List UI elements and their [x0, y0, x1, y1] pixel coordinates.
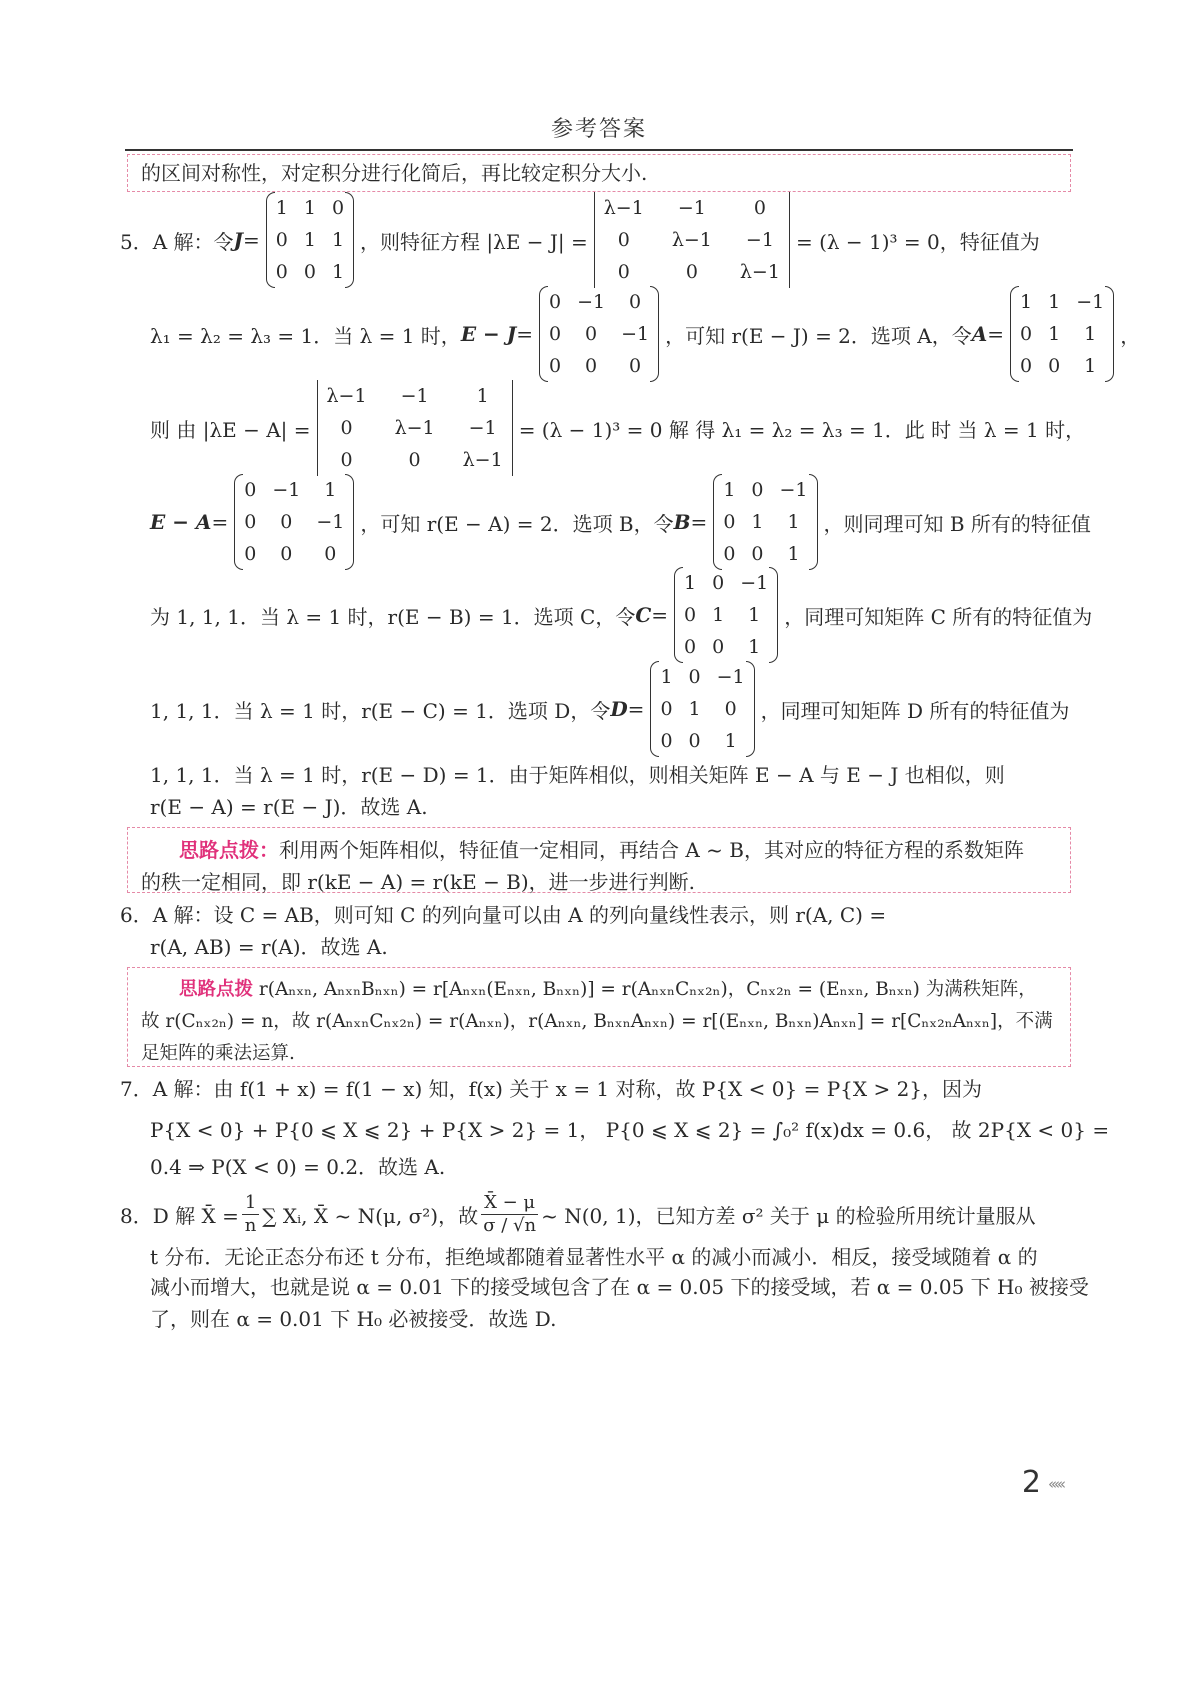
fraction-one-over-n	[242, 1192, 259, 1237]
matrix-entry: 1	[1048, 323, 1061, 345]
matrix-entry: 1	[331, 229, 345, 251]
fraction-numerator: X̄ − μ	[481, 1192, 538, 1215]
matrix-entry: 0	[585, 355, 598, 377]
matrix-entry: 0	[660, 730, 673, 752]
q8-line-2: t 分布．无论正态分布还 t 分布，拒绝域都随着显著性水平 α 的减小而减小．相反，接受域随着 α 的	[150, 1244, 1038, 1269]
matrix-e-minus-j	[539, 286, 659, 382]
tip-line-1: r(Aₙₓₙ, AₙₓₙBₙₓₙ) = r[Aₙₓₙ(Eₙₓₙ, Bₙₓₙ)] = r(AₙₓₙCₙₓ₂ₙ)，Cₙₓ₂ₙ = (Eₙₓₙ, Bₙₓₙ) 为满秩矩阵，	[253, 979, 1037, 1000]
tip-line-1: 利用两个矩阵相似，特征值一定相同，再结合 A ~ B，其对应的特征方程的系数矩阵	[279, 838, 1024, 862]
matrix-entry: 0	[280, 511, 293, 533]
matrix-entry: 0	[617, 229, 630, 251]
equals: =	[627, 697, 645, 721]
q5-option-d: 1, 1, 1．当 λ = 1 时，r(E − C) = 1．选项 D，令	[150, 698, 611, 723]
q6-line-1: 6．A 解：设 C = AB，则可知 C 的列向量可以由 A 的列向量线性表示，则 r(A, C) =	[120, 902, 887, 927]
matrix-entry: 0	[244, 543, 257, 565]
matrix-entry: 0	[660, 698, 673, 720]
matrix-entry: 1	[684, 572, 697, 594]
equals: =	[211, 510, 229, 534]
fraction-denominator: σ / √n	[483, 1214, 537, 1236]
q5-option-c: 为 1, 1, 1．当 λ = 1 时，r(E − B) = 1．选项 C，令	[150, 604, 636, 629]
matrix-entry: 0	[331, 197, 345, 219]
matrix-entry: λ−1	[603, 197, 644, 219]
matrix-entry: 0	[324, 543, 337, 565]
matrix-entry: 0	[751, 543, 764, 565]
matrix-entry: 1	[724, 730, 737, 752]
matrix-entry: 0	[1020, 355, 1033, 377]
matrix-entry: 1	[660, 666, 673, 688]
q5-line-8: r(E − A) = r(E − J)．故选 A.	[150, 794, 428, 819]
matrix-entry: λ−1	[394, 417, 435, 439]
matrix-entry: 1	[1084, 323, 1097, 345]
tip-line-3: 足矩阵的乘法运算.	[141, 1043, 295, 1064]
matrix-entry: λ−1	[671, 229, 712, 251]
matrix-entry: 1	[476, 385, 489, 407]
matrix-entry: 1	[1020, 291, 1033, 313]
matrix-entry: 0	[408, 449, 421, 471]
matrix-symbol-e-minus-j: E − J	[460, 322, 517, 346]
matrix-entry: 1	[275, 197, 288, 219]
chevrons-left-icon: ‹‹‹‹‹	[1048, 1475, 1063, 1493]
q7-line-2: P{X < 0} + P{0 ⩽ X ⩽ 2} + P{X > 2} = 1， P{0 ⩽ X ⩽ 2} = ∫₀² f(x)dx = 0.6， 故 2P{X < 0} =	[150, 1117, 1110, 1142]
q5-det-a-intro: 则 由 |λE − A| =	[150, 417, 311, 442]
matrix-entry: 1	[723, 479, 736, 501]
matrix-entry: −1	[621, 323, 650, 345]
q5-intro: 5．A 解：令	[120, 229, 234, 254]
matrix-entry: −1	[740, 572, 769, 594]
equals: =	[243, 228, 260, 252]
header-divider	[125, 149, 1073, 151]
q8-line-3: 减小而增大，也就是说 α = 0.01 下的接受域包含了在 α = 0.05 下的接受域，若 α = 0.05 下 H₀ 被接受	[150, 1274, 1089, 1299]
tip-label: 思路点拨：	[179, 838, 279, 862]
tip-line-2: 的秩一定相同，即 r(kE − A) = r(kE − B)，进一步进行判断.	[141, 870, 696, 894]
matrix-entry: 0	[629, 355, 642, 377]
matrix-a	[1010, 286, 1114, 382]
matrix-entry: −1	[400, 385, 429, 407]
determinant-j	[594, 192, 790, 288]
matrix-entry: 0	[280, 543, 293, 565]
q5-eigenvalues: λ₁ = λ₂ = λ₃ = 1．当 λ = 1 时，	[150, 323, 461, 348]
matrix-entry: 1	[748, 636, 761, 658]
matrix-entry: −1	[745, 229, 774, 251]
matrix-symbol-c: C	[635, 603, 652, 627]
fraction-denominator: n	[244, 1214, 257, 1236]
q8-sum: ∑ Xᵢ, X̄ ~ N(μ, σ²)，故	[262, 1203, 479, 1228]
comma: ，	[1120, 323, 1141, 348]
q5-d-eigen: ，同理可知矩阵 D 所有的特征值为	[760, 698, 1070, 723]
tip-box-q5	[127, 827, 1071, 893]
matrix-entry: 0	[548, 323, 562, 345]
tip-text: 的区间对称性，对定积分进行化简后，再比较定积分大小.	[141, 161, 648, 185]
matrix-entry: 0	[753, 197, 766, 219]
matrix-entry: 1	[1084, 355, 1097, 377]
matrix-entry: 0	[303, 261, 316, 283]
q5-line-4	[150, 478, 1091, 566]
matrix-entry: 1	[303, 197, 316, 219]
matrix-entry: 0	[685, 261, 698, 283]
equals: =	[987, 322, 1005, 346]
matrix-entry: 1	[1048, 291, 1061, 313]
page-header: 参考答案	[550, 117, 647, 142]
matrix-entry: 1	[303, 229, 316, 251]
matrix-entry: 0	[1020, 323, 1033, 345]
matrix-entry: 0	[1048, 355, 1061, 377]
matrix-entry: 0	[723, 543, 736, 565]
page-number: 2	[1021, 1465, 1041, 1500]
matrix-entry: 0	[585, 323, 598, 345]
matrix-entry: 0	[340, 449, 353, 471]
matrix-entry: 0	[244, 479, 257, 501]
matrix-entry: −1	[1076, 291, 1105, 313]
q5-b-eigen: ，则同理可知 B 所有的特征值	[823, 511, 1091, 536]
matrix-symbol-j: J	[233, 228, 243, 252]
q5-det-a-result: = (λ − 1)³ = 0 解 得 λ₁ = λ₂ = λ₃ = 1．此 时 当 λ = 1 时，	[518, 417, 1086, 442]
q5-line-7: 1, 1, 1．当 λ = 1 时，r(E − D) = 1．由于矩阵相似，则相关矩阵 E − A 与 E − J 也相似，则	[150, 762, 1005, 787]
matrix-entry: λ−1	[462, 449, 503, 471]
matrix-symbol-a: A	[971, 322, 988, 346]
q5-line-6	[150, 665, 1069, 753]
matrix-entry: −1	[716, 666, 745, 688]
matrix-entry: 0	[684, 636, 697, 658]
q6-line-2: r(A, AB) = r(A)．故选 A.	[150, 934, 388, 959]
matrix-entry: −1	[272, 479, 301, 501]
q7-line-3: 0.4 ⇒ P(X < 0) = 0.2．故选 A.	[150, 1154, 446, 1179]
equals: =	[516, 322, 533, 346]
tip-label: 思路点拨	[179, 979, 254, 1000]
matrix-entry: 0	[244, 511, 257, 533]
q5-line-1	[120, 196, 1040, 284]
matrix-entry: 1	[331, 261, 345, 283]
matrix-entry: 0	[684, 604, 697, 626]
tip-box-q6	[127, 967, 1071, 1067]
matrix-entry: 1	[712, 604, 725, 626]
matrix-entry: 1	[787, 543, 800, 565]
equals: =	[690, 510, 708, 534]
matrix-entry: −1	[468, 417, 497, 439]
matrix-entry: 0	[340, 417, 353, 439]
matrix-symbol-d: D	[610, 697, 628, 721]
tip-line-2: 故 r(Cₙₓ₂ₙ) = n，故 r(AₙₓₙCₙₓ₂ₙ) = r(Aₙₓₙ)，r(Aₙₓₙ, BₙₓₙAₙₓₙ) = r[(Eₙₓₙ, Bₙₓₙ)Aₙₓₙ] = r[Cₙₓ₂ₙAₙₓₙ]，不满	[141, 1011, 1053, 1032]
q8-intro: 8．D 解 X̄ =	[120, 1203, 239, 1228]
matrix-entry: −1	[779, 479, 808, 501]
matrix-entry: 0	[629, 291, 642, 313]
matrix-e-minus-a	[234, 474, 354, 570]
matrix-entry: 0	[688, 730, 701, 752]
matrix-entry: 0	[712, 636, 725, 658]
matrix-entry: 0	[548, 291, 562, 313]
q5-line-5	[150, 571, 1092, 659]
matrix-entry: 0	[724, 698, 737, 720]
equals: =	[651, 603, 669, 627]
matrix-symbol-e-minus-a: E − A	[150, 510, 212, 534]
fraction-standardized	[481, 1192, 538, 1237]
matrix-symbol-b: B	[673, 510, 691, 534]
matrix-entry: 0	[723, 511, 736, 533]
tip-box-continued	[127, 154, 1071, 192]
fraction-numerator: 1	[242, 1192, 259, 1215]
q5-option-b: ，可知 r(E − A) = 2．选项 B，令	[360, 511, 674, 536]
matrix-entry: −1	[316, 511, 345, 533]
determinant-a	[317, 380, 513, 476]
matrix-entry: 1	[751, 511, 764, 533]
matrix-entry: −1	[677, 197, 706, 219]
q5-line-3	[150, 384, 1085, 472]
matrix-c	[674, 567, 778, 663]
q8-line-1	[120, 1186, 1036, 1242]
q8-line-4: 了，则在 α = 0.01 下 H₀ 必被接受．故选 D.	[150, 1306, 557, 1331]
matrix-entry: 1	[688, 698, 701, 720]
matrix-entry: 0	[275, 229, 288, 251]
matrix-entry: 0	[548, 355, 562, 377]
q7-line-1: 7．A 解：由 f(1 + x) = f(1 − x) 知，f(x) 关于 x = 1 对称，故 P{X < 0} = P{X > 2}，因为	[120, 1076, 983, 1101]
matrix-entry: 0	[617, 261, 630, 283]
matrix-entry: 0	[712, 572, 725, 594]
q5-option-a: ，可知 r(E − J) = 2．选项 A，令	[665, 323, 972, 348]
matrix-entry: λ−1	[739, 261, 780, 283]
matrix-entry: 1	[787, 511, 800, 533]
matrix-entry: −1	[577, 291, 606, 313]
matrix-b	[713, 474, 817, 570]
matrix-j	[266, 192, 354, 288]
matrix-d	[650, 661, 754, 757]
q5-eigen-text: = (λ − 1)³ = 0，特征值为	[795, 229, 1040, 254]
q5-c-eigen: ，同理可知矩阵 C 所有的特征值为	[784, 604, 1093, 629]
q8-statistic: ~ N(0, 1)，已知方差 σ² 关于 μ 的检验所用统计量服从	[541, 1203, 1036, 1228]
matrix-entry: 1	[324, 479, 337, 501]
q5-line-2	[150, 290, 1140, 378]
matrix-entry: 0	[751, 479, 764, 501]
matrix-entry: 0	[275, 261, 288, 283]
q5-char-eq: ，则特征方程 |λE − J| =	[360, 229, 588, 254]
matrix-entry: λ−1	[326, 385, 367, 407]
matrix-entry: 1	[748, 604, 761, 626]
matrix-entry: 0	[688, 666, 701, 688]
